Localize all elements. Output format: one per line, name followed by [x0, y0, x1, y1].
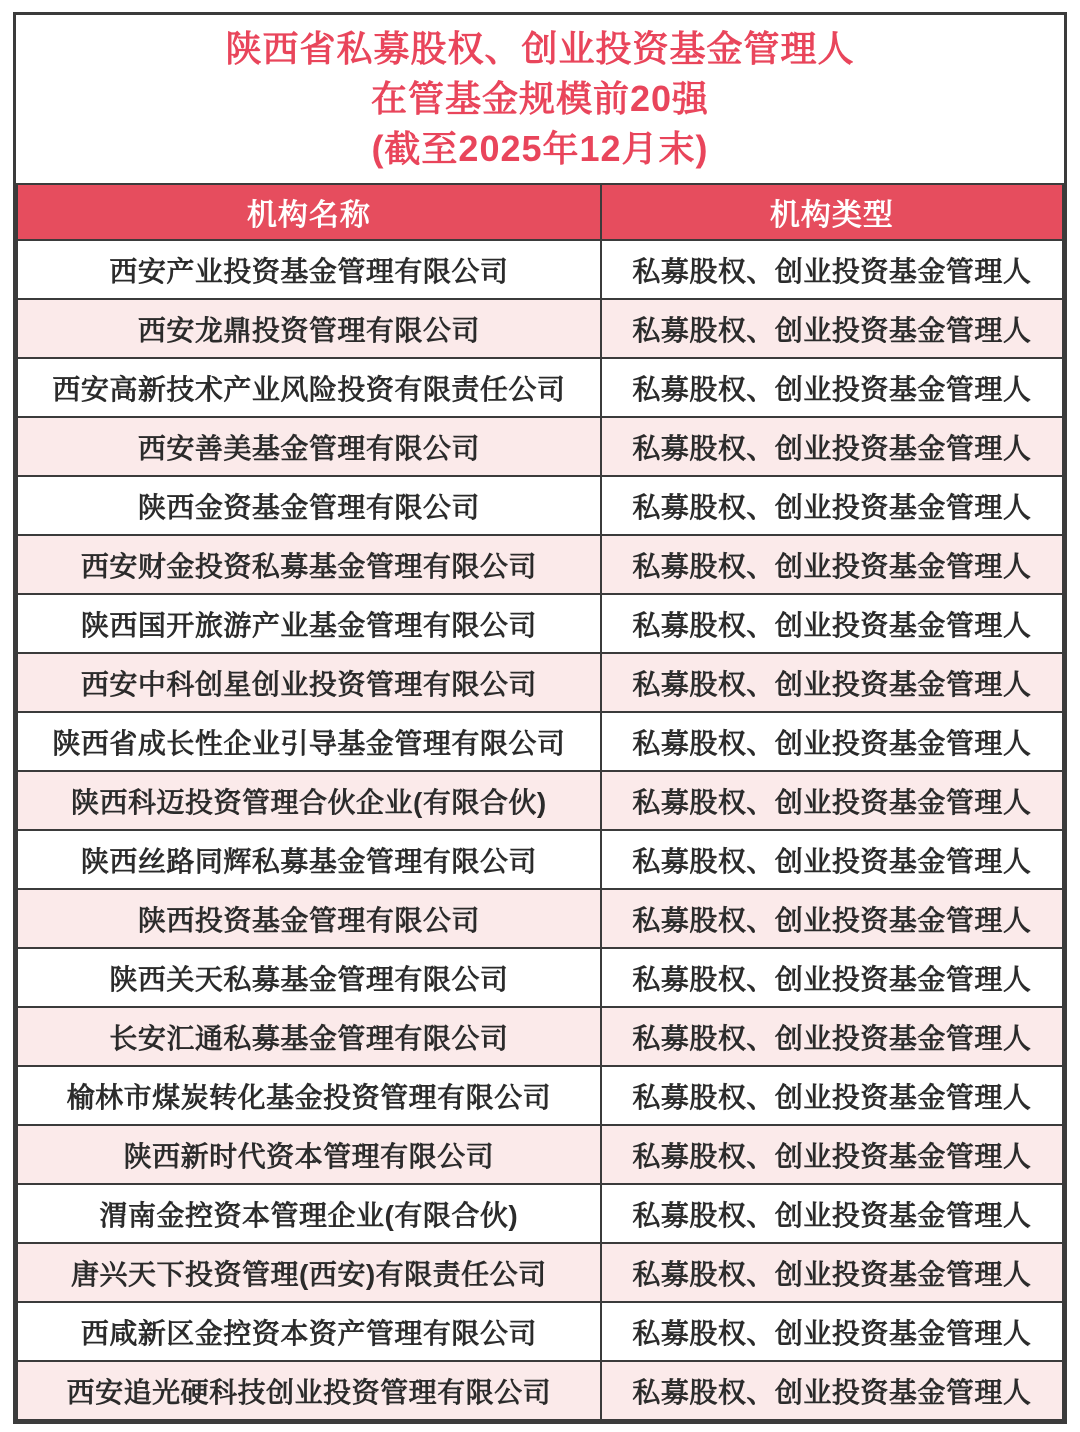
org-type-cell: 私募股权、创业投资基金管理人 — [601, 830, 1063, 889]
table-row — [17, 1066, 1063, 1125]
page-title-line3: (截至2025年12月末) — [371, 128, 709, 169]
org-name-cell: 唐兴天下投资管理(西安)有限责任公司 — [17, 1243, 601, 1302]
org-name-cell: 陕西投资基金管理有限公司 — [17, 889, 601, 948]
org-name-cell: 陕西新时代资本管理有限公司 — [17, 1125, 601, 1184]
table-row — [17, 830, 1063, 889]
header-org-name: 机构名称 — [17, 184, 601, 240]
page-title-line1: 陕西省私募股权、创业投资基金管理人 — [225, 28, 855, 69]
table-row — [17, 417, 1063, 476]
org-name-cell: 西安产业投资基金管理有限公司 — [17, 240, 601, 299]
org-type-cell: 私募股权、创业投资基金管理人 — [601, 417, 1063, 476]
ranking-table — [16, 183, 1064, 1421]
org-type-cell: 私募股权、创业投资基金管理人 — [601, 476, 1063, 535]
ranking-table-card — [13, 12, 1067, 1424]
table-row — [17, 476, 1063, 535]
table-row — [17, 771, 1063, 830]
org-name-cell: 西咸新区金控资本资产管理有限公司 — [17, 1302, 601, 1361]
org-type-cell: 私募股权、创业投资基金管理人 — [601, 1007, 1063, 1066]
table-row — [17, 299, 1063, 358]
org-name-cell: 西安中科创星创业投资管理有限公司 — [17, 653, 601, 712]
org-type-cell: 私募股权、创业投资基金管理人 — [601, 535, 1063, 594]
table-row — [17, 948, 1063, 1007]
org-type-cell: 私募股权、创业投资基金管理人 — [601, 1184, 1063, 1243]
table-header-row — [17, 184, 1063, 240]
title-block — [16, 15, 1064, 183]
org-name-cell: 陕西省成长性企业引导基金管理有限公司 — [17, 712, 601, 771]
org-type-cell: 私募股权、创业投资基金管理人 — [601, 1361, 1063, 1420]
org-name-cell: 西安追光硬科技创业投资管理有限公司 — [17, 1361, 601, 1420]
org-type-cell: 私募股权、创业投资基金管理人 — [601, 1243, 1063, 1302]
org-type-cell: 私募股权、创业投资基金管理人 — [601, 299, 1063, 358]
table-row — [17, 535, 1063, 594]
org-type-cell: 私募股权、创业投资基金管理人 — [601, 1066, 1063, 1125]
org-type-cell: 私募股权、创业投资基金管理人 — [601, 653, 1063, 712]
table-row — [17, 1243, 1063, 1302]
table-row — [17, 1361, 1063, 1420]
org-type-cell: 私募股权、创业投资基金管理人 — [601, 889, 1063, 948]
org-name-cell: 西安财金投资私募基金管理有限公司 — [17, 535, 601, 594]
org-name-cell: 陕西国开旅游产业基金管理有限公司 — [17, 594, 601, 653]
page-title-line2: 在管基金规模前20强 — [370, 78, 710, 119]
org-name-cell: 西安高新技术产业风险投资有限责任公司 — [17, 358, 601, 417]
table-row — [17, 240, 1063, 299]
org-type-cell: 私募股权、创业投资基金管理人 — [601, 948, 1063, 1007]
table-row — [17, 653, 1063, 712]
table-row — [17, 712, 1063, 771]
table-row — [17, 358, 1063, 417]
org-type-cell: 私募股权、创业投资基金管理人 — [601, 594, 1063, 653]
table-row — [17, 1302, 1063, 1361]
table-row — [17, 1125, 1063, 1184]
org-type-cell: 私募股权、创业投资基金管理人 — [601, 771, 1063, 830]
org-name-cell: 榆林市煤炭转化基金投资管理有限公司 — [17, 1066, 601, 1125]
org-type-cell: 私募股权、创业投资基金管理人 — [601, 1125, 1063, 1184]
org-name-cell: 陕西丝路同辉私募基金管理有限公司 — [17, 830, 601, 889]
org-type-cell: 私募股权、创业投资基金管理人 — [601, 712, 1063, 771]
table-row — [17, 889, 1063, 948]
org-name-cell: 渭南金控资本管理企业(有限合伙) — [17, 1184, 601, 1243]
table-row — [17, 594, 1063, 653]
org-name-cell: 陕西科迈投资管理合伙企业(有限合伙) — [17, 771, 601, 830]
org-name-cell: 西安善美基金管理有限公司 — [17, 417, 601, 476]
org-name-cell: 西安龙鼎投资管理有限公司 — [17, 299, 601, 358]
org-name-cell: 陕西金资基金管理有限公司 — [17, 476, 601, 535]
org-type-cell: 私募股权、创业投资基金管理人 — [601, 358, 1063, 417]
org-name-cell: 陕西关天私募基金管理有限公司 — [17, 948, 601, 1007]
org-type-cell: 私募股权、创业投资基金管理人 — [601, 1302, 1063, 1361]
table-body — [17, 240, 1063, 1420]
table-row — [17, 1184, 1063, 1243]
org-name-cell: 长安汇通私募基金管理有限公司 — [17, 1007, 601, 1066]
org-type-cell: 私募股权、创业投资基金管理人 — [601, 240, 1063, 299]
header-org-type: 机构类型 — [601, 184, 1063, 240]
table-row — [17, 1007, 1063, 1066]
